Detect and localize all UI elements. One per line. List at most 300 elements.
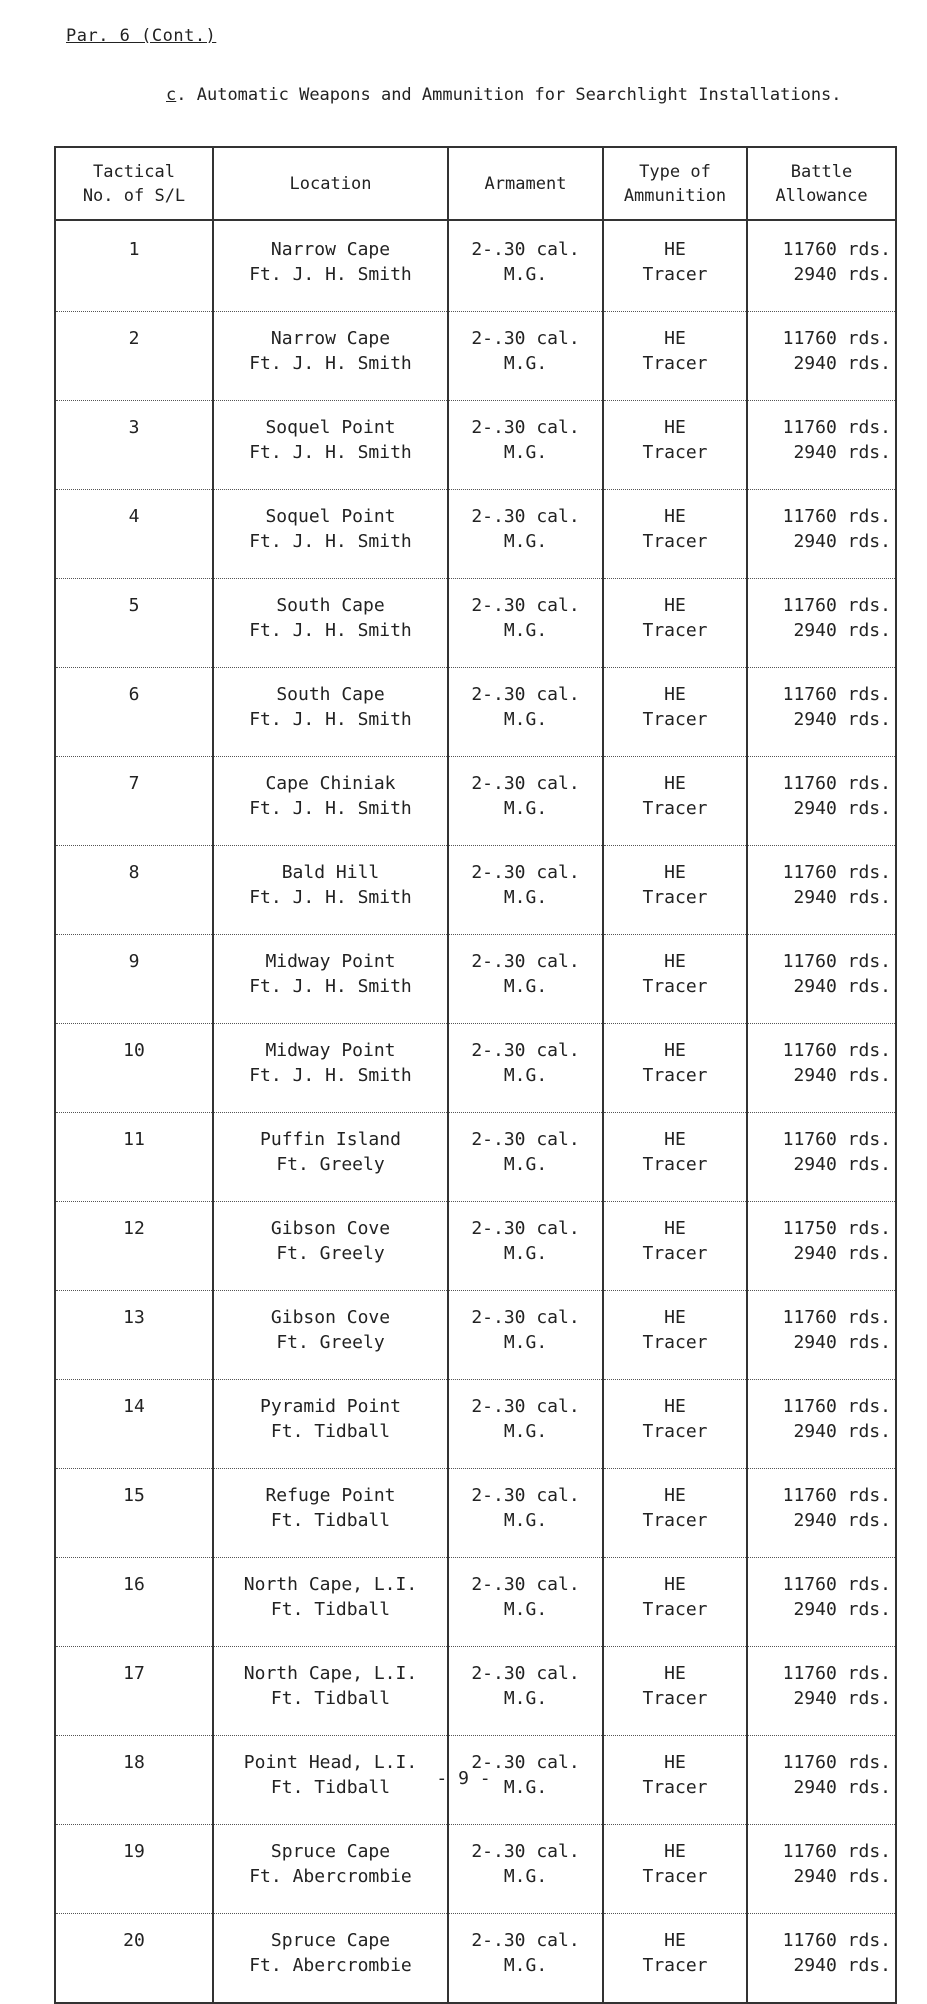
armament-cell bbox=[448, 1914, 603, 2004]
cell-line: 2-.30 cal. bbox=[471, 773, 580, 794]
armament-cell bbox=[448, 401, 603, 490]
cell-line: 2-.30 cal. bbox=[471, 328, 580, 349]
ammo-type-cell bbox=[603, 401, 747, 490]
table-row bbox=[55, 220, 896, 312]
allowance-cell bbox=[747, 312, 896, 401]
tactical-no-cell bbox=[55, 1380, 213, 1469]
tactical-no-cell bbox=[55, 935, 213, 1024]
cell-line: 2-.30 cal. bbox=[471, 1930, 580, 1951]
cell-line: 14 bbox=[123, 1396, 145, 1417]
cell-line: Ft. Tidball bbox=[270, 1777, 391, 1798]
cell-line: 2940 rds. bbox=[793, 1510, 891, 1531]
cell-line: 2-.30 cal. bbox=[471, 1396, 580, 1417]
cell-line: 2940 rds. bbox=[793, 353, 891, 374]
cell-line: Ft. J. H. Smith bbox=[249, 709, 412, 730]
table-row bbox=[55, 1558, 896, 1647]
cell-line: South Cape bbox=[276, 684, 385, 705]
subsection-letter: c bbox=[166, 85, 177, 105]
cell-line: Ft. J. H. Smith bbox=[249, 353, 412, 374]
cell-line: HE bbox=[664, 239, 686, 260]
ammo-type-cell bbox=[603, 935, 747, 1024]
allowance-cell bbox=[747, 1380, 896, 1469]
allowance-cell bbox=[747, 668, 896, 757]
cell-line: 11760 rds. bbox=[782, 1841, 891, 1862]
table-body bbox=[55, 220, 896, 2003]
armament-cell bbox=[448, 846, 603, 935]
tactical-no-cell bbox=[55, 757, 213, 846]
cell-line: Ft. Abercrombie bbox=[249, 1866, 412, 1887]
table-row bbox=[55, 1024, 896, 1113]
location-cell bbox=[213, 401, 448, 490]
cell-line: Tracer bbox=[642, 1866, 708, 1887]
header-armament bbox=[448, 147, 603, 220]
armament-cell bbox=[448, 935, 603, 1024]
cell-line: M.G. bbox=[503, 1688, 548, 1709]
cell-line: 11760 rds. bbox=[782, 862, 891, 883]
cell-line: Tracer bbox=[642, 798, 708, 819]
ammo-type-cell bbox=[603, 1558, 747, 1647]
cell-line: M.G. bbox=[503, 1866, 548, 1887]
header-line: Armament bbox=[484, 173, 567, 194]
cell-line: Ft. Abercrombie bbox=[249, 1955, 412, 1976]
cell-line: Ft. J. H. Smith bbox=[249, 1065, 412, 1086]
cell-line: Bald Hill bbox=[281, 862, 380, 883]
cell-line: HE bbox=[664, 1574, 686, 1595]
header-line: Type of bbox=[639, 161, 711, 182]
cell-line: M.G. bbox=[503, 1421, 548, 1442]
table-row bbox=[55, 401, 896, 490]
cell-line: Puffin Island bbox=[260, 1129, 401, 1150]
location-cell bbox=[213, 312, 448, 401]
cell-line: 2940 rds. bbox=[793, 1332, 891, 1353]
cell-line: 2940 rds. bbox=[793, 1599, 891, 1620]
cell-line: Pyramid Point bbox=[260, 1396, 401, 1417]
tactical-no-cell bbox=[55, 1825, 213, 1914]
location-cell bbox=[213, 1024, 448, 1113]
cell-line: Ft. Tidball bbox=[270, 1688, 391, 1709]
location-cell bbox=[213, 1291, 448, 1380]
tactical-no-cell bbox=[55, 846, 213, 935]
cell-line: 2940 rds. bbox=[793, 798, 891, 819]
cell-line: Ft. Greely bbox=[276, 1154, 385, 1175]
cell-line: M.G. bbox=[503, 620, 548, 641]
allowance-cell bbox=[747, 401, 896, 490]
allowance-cell bbox=[747, 1647, 896, 1736]
header-line: Allowance bbox=[775, 185, 868, 206]
cell-line: 11760 rds. bbox=[782, 506, 891, 527]
armament-cell bbox=[448, 1024, 603, 1113]
cell-line: HE bbox=[664, 1663, 686, 1684]
allowance-cell bbox=[747, 1914, 896, 2004]
header-line: Ammunition bbox=[623, 185, 727, 206]
location-cell bbox=[213, 220, 448, 312]
cell-line: 2940 rds. bbox=[793, 1688, 891, 1709]
cell-line: Tracer bbox=[642, 1332, 708, 1353]
tactical-no-cell bbox=[55, 1202, 213, 1291]
cell-line: 2940 rds. bbox=[793, 976, 891, 997]
table-row bbox=[55, 490, 896, 579]
cell-line: M.G. bbox=[503, 1510, 548, 1531]
tactical-no-cell bbox=[55, 668, 213, 757]
cell-line: 2940 rds. bbox=[793, 620, 891, 641]
ammo-type-cell bbox=[603, 220, 747, 312]
ammo-type-cell bbox=[603, 579, 747, 668]
cell-line: 2940 rds. bbox=[793, 1243, 891, 1264]
cell-line: M.G. bbox=[503, 798, 548, 819]
table-row bbox=[55, 1113, 896, 1202]
cell-line: Tracer bbox=[642, 353, 708, 374]
table-row bbox=[55, 1914, 896, 2004]
cell-line: 9 bbox=[128, 951, 140, 972]
cell-line: M.G. bbox=[503, 709, 548, 730]
cell-line: HE bbox=[664, 1752, 686, 1773]
allowance-cell bbox=[747, 1825, 896, 1914]
cell-line: Tracer bbox=[642, 1154, 708, 1175]
cell-line: 2940 rds. bbox=[793, 264, 891, 285]
cell-line: Tracer bbox=[642, 1243, 708, 1264]
location-cell bbox=[213, 1558, 448, 1647]
ammo-type-cell bbox=[603, 846, 747, 935]
cell-line: 13 bbox=[123, 1307, 145, 1328]
cell-line: HE bbox=[664, 506, 686, 527]
armament-cell bbox=[448, 1558, 603, 1647]
cell-line: Tracer bbox=[642, 531, 708, 552]
subsection-title: Automatic Weapons and Ammunition for Searchlight Installations. bbox=[186, 85, 842, 105]
cell-line: 2-.30 cal. bbox=[471, 951, 580, 972]
cell-line: 2940 rds. bbox=[793, 1065, 891, 1086]
page-number: - 9 - bbox=[436, 1768, 491, 1789]
cell-line: HE bbox=[664, 1485, 686, 1506]
cell-line: HE bbox=[664, 1930, 686, 1951]
cell-line: Tracer bbox=[642, 1777, 708, 1798]
cell-line: Ft. Greely bbox=[276, 1243, 385, 1264]
cell-line: M.G. bbox=[503, 887, 548, 908]
cell-line: 11760 rds. bbox=[782, 417, 891, 438]
table-row bbox=[55, 935, 896, 1024]
cell-line: 2-.30 cal. bbox=[471, 862, 580, 883]
cell-line: M.G. bbox=[503, 1777, 548, 1798]
tactical-no-cell bbox=[55, 1469, 213, 1558]
cell-line: 11760 rds. bbox=[782, 1752, 891, 1773]
cell-line: Narrow Cape bbox=[270, 239, 391, 260]
cell-line: 18 bbox=[123, 1752, 145, 1773]
cell-line: Point Head, L.I. bbox=[243, 1752, 418, 1773]
ammo-type-cell bbox=[603, 490, 747, 579]
location-cell bbox=[213, 846, 448, 935]
cell-line: Tracer bbox=[642, 1510, 708, 1531]
cell-line: Ft. Greely bbox=[276, 1332, 385, 1353]
cell-line: M.G. bbox=[503, 1065, 548, 1086]
cell-line: 12 bbox=[123, 1218, 145, 1239]
cell-line: HE bbox=[664, 1129, 686, 1150]
cell-line: 11760 rds. bbox=[782, 1129, 891, 1150]
allowance-cell bbox=[747, 1113, 896, 1202]
cell-line: M.G. bbox=[503, 353, 548, 374]
tactical-no-cell bbox=[55, 579, 213, 668]
table-header bbox=[55, 147, 896, 220]
location-cell bbox=[213, 757, 448, 846]
armament-cell bbox=[448, 220, 603, 312]
cell-line: Midway Point bbox=[265, 1040, 396, 1061]
cell-line: Ft. J. H. Smith bbox=[249, 887, 412, 908]
cell-line: 2940 rds. bbox=[793, 442, 891, 463]
cell-line: 2-.30 cal. bbox=[471, 417, 580, 438]
cell-line: HE bbox=[664, 1218, 686, 1239]
ammo-type-cell bbox=[603, 1202, 747, 1291]
cell-line: M.G. bbox=[503, 531, 548, 552]
location-cell bbox=[213, 579, 448, 668]
subsection-letter-punct: . bbox=[176, 85, 187, 105]
cell-line: 11760 rds. bbox=[782, 1040, 891, 1061]
cell-line: Gibson Cove bbox=[270, 1307, 391, 1328]
cell-line: Ft. Tidball bbox=[270, 1599, 391, 1620]
cell-line: M.G. bbox=[503, 1154, 548, 1175]
cell-line: Tracer bbox=[642, 1599, 708, 1620]
location-cell bbox=[213, 1647, 448, 1736]
tactical-no-cell bbox=[55, 1558, 213, 1647]
cell-line: Tracer bbox=[642, 1421, 708, 1442]
cell-line: 11 bbox=[123, 1129, 145, 1150]
cell-line: 1 bbox=[128, 239, 140, 260]
cell-line: 11760 rds. bbox=[782, 239, 891, 260]
cell-line: HE bbox=[664, 951, 686, 972]
cell-line: Midway Point bbox=[265, 951, 396, 972]
armament-cell bbox=[448, 312, 603, 401]
cell-line: 2940 rds. bbox=[793, 887, 891, 908]
cell-line: 2-.30 cal. bbox=[471, 1485, 580, 1506]
cell-line: Tracer bbox=[642, 709, 708, 730]
cell-line: North Cape, L.I. bbox=[243, 1663, 418, 1684]
tactical-no-cell bbox=[55, 312, 213, 401]
header-ammo-type bbox=[603, 147, 747, 220]
cell-line: 11760 rds. bbox=[782, 1485, 891, 1506]
table-row bbox=[55, 757, 896, 846]
cell-line: Tracer bbox=[642, 620, 708, 641]
cell-line: M.G. bbox=[503, 1332, 548, 1353]
cell-line: 11760 rds. bbox=[782, 773, 891, 794]
ammo-type-cell bbox=[603, 668, 747, 757]
ammo-type-cell bbox=[603, 757, 747, 846]
cell-line: Tracer bbox=[642, 1065, 708, 1086]
cell-line: Ft. J. H. Smith bbox=[249, 976, 412, 997]
tactical-no-cell bbox=[55, 220, 213, 312]
cell-line: Tracer bbox=[642, 1955, 708, 1976]
section-subheading bbox=[68, 84, 848, 106]
table-row bbox=[55, 846, 896, 935]
location-cell bbox=[213, 668, 448, 757]
armament-cell bbox=[448, 1469, 603, 1558]
cell-line: 2-.30 cal. bbox=[471, 239, 580, 260]
allowance-cell bbox=[747, 846, 896, 935]
cell-line: 11760 rds. bbox=[782, 595, 891, 616]
cell-line: South Cape bbox=[276, 595, 385, 616]
table-row bbox=[55, 668, 896, 757]
cell-line: Tracer bbox=[642, 1688, 708, 1709]
cell-line: Tracer bbox=[642, 976, 708, 997]
cell-line: 7 bbox=[128, 773, 140, 794]
cell-line: 2-.30 cal. bbox=[471, 684, 580, 705]
allowance-cell bbox=[747, 220, 896, 312]
cell-line: Soquel Point bbox=[265, 506, 396, 527]
cell-line: 2-.30 cal. bbox=[471, 1752, 580, 1773]
location-cell bbox=[213, 490, 448, 579]
header-line: Location bbox=[289, 173, 372, 194]
cell-line: 2-.30 cal. bbox=[471, 1129, 580, 1150]
cell-line: Gibson Cove bbox=[270, 1218, 391, 1239]
cell-line: 2-.30 cal. bbox=[471, 1574, 580, 1595]
location-cell bbox=[213, 1469, 448, 1558]
armament-cell bbox=[448, 1113, 603, 1202]
header-battle-allowance bbox=[747, 147, 896, 220]
allowance-cell bbox=[747, 935, 896, 1024]
cell-line: 19 bbox=[123, 1841, 145, 1862]
allowance-cell bbox=[747, 1469, 896, 1558]
cell-line: HE bbox=[664, 1307, 686, 1328]
cell-line: 15 bbox=[123, 1485, 145, 1506]
header-row bbox=[55, 147, 896, 220]
header-location bbox=[213, 147, 448, 220]
cell-line: Ft. Tidball bbox=[270, 1421, 391, 1442]
armament-cell bbox=[448, 1825, 603, 1914]
cell-line: HE bbox=[664, 1040, 686, 1061]
cell-line: HE bbox=[664, 684, 686, 705]
cell-line: Tracer bbox=[642, 887, 708, 908]
armament-cell bbox=[448, 579, 603, 668]
cell-line: 11760 rds. bbox=[782, 1396, 891, 1417]
cell-line: 10 bbox=[123, 1040, 145, 1061]
allowance-cell bbox=[747, 1558, 896, 1647]
cell-line: M.G. bbox=[503, 442, 548, 463]
cell-line: 2940 rds. bbox=[793, 1421, 891, 1442]
armament-cell bbox=[448, 1647, 603, 1736]
header-line: No. of S/L bbox=[82, 185, 186, 206]
cell-line: 11760 rds. bbox=[782, 328, 891, 349]
table-row bbox=[55, 1291, 896, 1380]
cell-line: HE bbox=[664, 1841, 686, 1862]
armament-cell bbox=[448, 1291, 603, 1380]
cell-line: 2-.30 cal. bbox=[471, 1841, 580, 1862]
cell-line: M.G. bbox=[503, 1243, 548, 1264]
cell-line: 11750 rds. bbox=[782, 1218, 891, 1239]
cell-line: 2-.30 cal. bbox=[471, 1307, 580, 1328]
cell-line: 16 bbox=[123, 1574, 145, 1595]
cell-line: 11760 rds. bbox=[782, 1663, 891, 1684]
ammo-type-cell bbox=[603, 1291, 747, 1380]
cell-line: 2940 rds. bbox=[793, 1866, 891, 1887]
armament-cell bbox=[448, 668, 603, 757]
cell-line: 20 bbox=[123, 1930, 145, 1951]
cell-line: HE bbox=[664, 417, 686, 438]
ammo-type-cell bbox=[603, 1914, 747, 2004]
cell-line: 3 bbox=[128, 417, 140, 438]
cell-line: Cape Chiniak bbox=[265, 773, 396, 794]
location-cell bbox=[213, 1202, 448, 1291]
table-row bbox=[55, 1380, 896, 1469]
ammo-type-cell bbox=[603, 1469, 747, 1558]
cell-line: HE bbox=[664, 862, 686, 883]
tactical-no-cell bbox=[55, 490, 213, 579]
cell-line: 4 bbox=[128, 506, 140, 527]
cell-line: Ft. J. H. Smith bbox=[249, 798, 412, 819]
table-row bbox=[55, 1202, 896, 1291]
cell-line: 11760 rds. bbox=[782, 684, 891, 705]
cell-line: 2-.30 cal. bbox=[471, 1663, 580, 1684]
cell-line: M.G. bbox=[503, 264, 548, 285]
armament-cell bbox=[448, 1380, 603, 1469]
cell-line: Ft. Tidball bbox=[270, 1510, 391, 1531]
table-row bbox=[55, 312, 896, 401]
cell-line: 6 bbox=[128, 684, 140, 705]
cell-line: Tracer bbox=[642, 264, 708, 285]
cell-line: HE bbox=[664, 773, 686, 794]
cell-line: 5 bbox=[128, 595, 140, 616]
cell-line: Narrow Cape bbox=[270, 328, 391, 349]
header-tactical-no bbox=[55, 147, 213, 220]
armament-cell bbox=[448, 490, 603, 579]
cell-line: 2-.30 cal. bbox=[471, 1040, 580, 1061]
cell-line: Spruce Cape bbox=[270, 1930, 391, 1951]
ammo-type-cell bbox=[603, 1825, 747, 1914]
cell-line: 2940 rds. bbox=[793, 531, 891, 552]
location-cell bbox=[213, 1113, 448, 1202]
tactical-no-cell bbox=[55, 1024, 213, 1113]
cell-line: HE bbox=[664, 595, 686, 616]
cell-line: 11760 rds. bbox=[782, 1930, 891, 1951]
cell-line: 2940 rds. bbox=[793, 709, 891, 730]
ammo-type-cell bbox=[603, 1113, 747, 1202]
allowance-cell bbox=[747, 579, 896, 668]
cell-line: M.G. bbox=[503, 1955, 548, 1976]
location-cell bbox=[213, 935, 448, 1024]
cell-line: 2940 rds. bbox=[793, 1777, 891, 1798]
weapons-table bbox=[54, 146, 897, 2004]
page-heading: Par. 6 (Cont.) bbox=[66, 26, 217, 46]
tactical-no-cell bbox=[55, 1113, 213, 1202]
cell-line: Soquel Point bbox=[265, 417, 396, 438]
cell-line: 2-.30 cal. bbox=[471, 1218, 580, 1239]
cell-line: 11760 rds. bbox=[782, 1574, 891, 1595]
tactical-no-cell bbox=[55, 1647, 213, 1736]
cell-line: 2-.30 cal. bbox=[471, 506, 580, 527]
ammo-type-cell bbox=[603, 1024, 747, 1113]
table-row bbox=[55, 1647, 896, 1736]
cell-line: Tracer bbox=[642, 442, 708, 463]
table-row bbox=[55, 1825, 896, 1914]
header-line: Tactical bbox=[93, 161, 175, 182]
tactical-no-cell bbox=[55, 401, 213, 490]
allowance-cell bbox=[747, 1291, 896, 1380]
cell-line: HE bbox=[664, 328, 686, 349]
allowance-cell bbox=[747, 1202, 896, 1291]
cell-line: Ft. J. H. Smith bbox=[249, 264, 412, 285]
header-line: Battle bbox=[790, 161, 853, 182]
armament-cell bbox=[448, 1202, 603, 1291]
ammo-type-cell bbox=[603, 312, 747, 401]
cell-line: 11760 rds. bbox=[782, 1307, 891, 1328]
tactical-no-cell bbox=[55, 1914, 213, 2004]
cell-line: 11760 rds. bbox=[782, 951, 891, 972]
ammo-type-cell bbox=[603, 1380, 747, 1469]
location-cell bbox=[213, 1825, 448, 1914]
allowance-cell bbox=[747, 1024, 896, 1113]
cell-line: M.G. bbox=[503, 976, 548, 997]
cell-line: 17 bbox=[123, 1663, 145, 1684]
cell-line: 2940 rds. bbox=[793, 1955, 891, 1976]
ammo-type-cell bbox=[603, 1647, 747, 1736]
location-cell bbox=[213, 1914, 448, 2004]
cell-line: 2-.30 cal. bbox=[471, 595, 580, 616]
allowance-cell bbox=[747, 757, 896, 846]
